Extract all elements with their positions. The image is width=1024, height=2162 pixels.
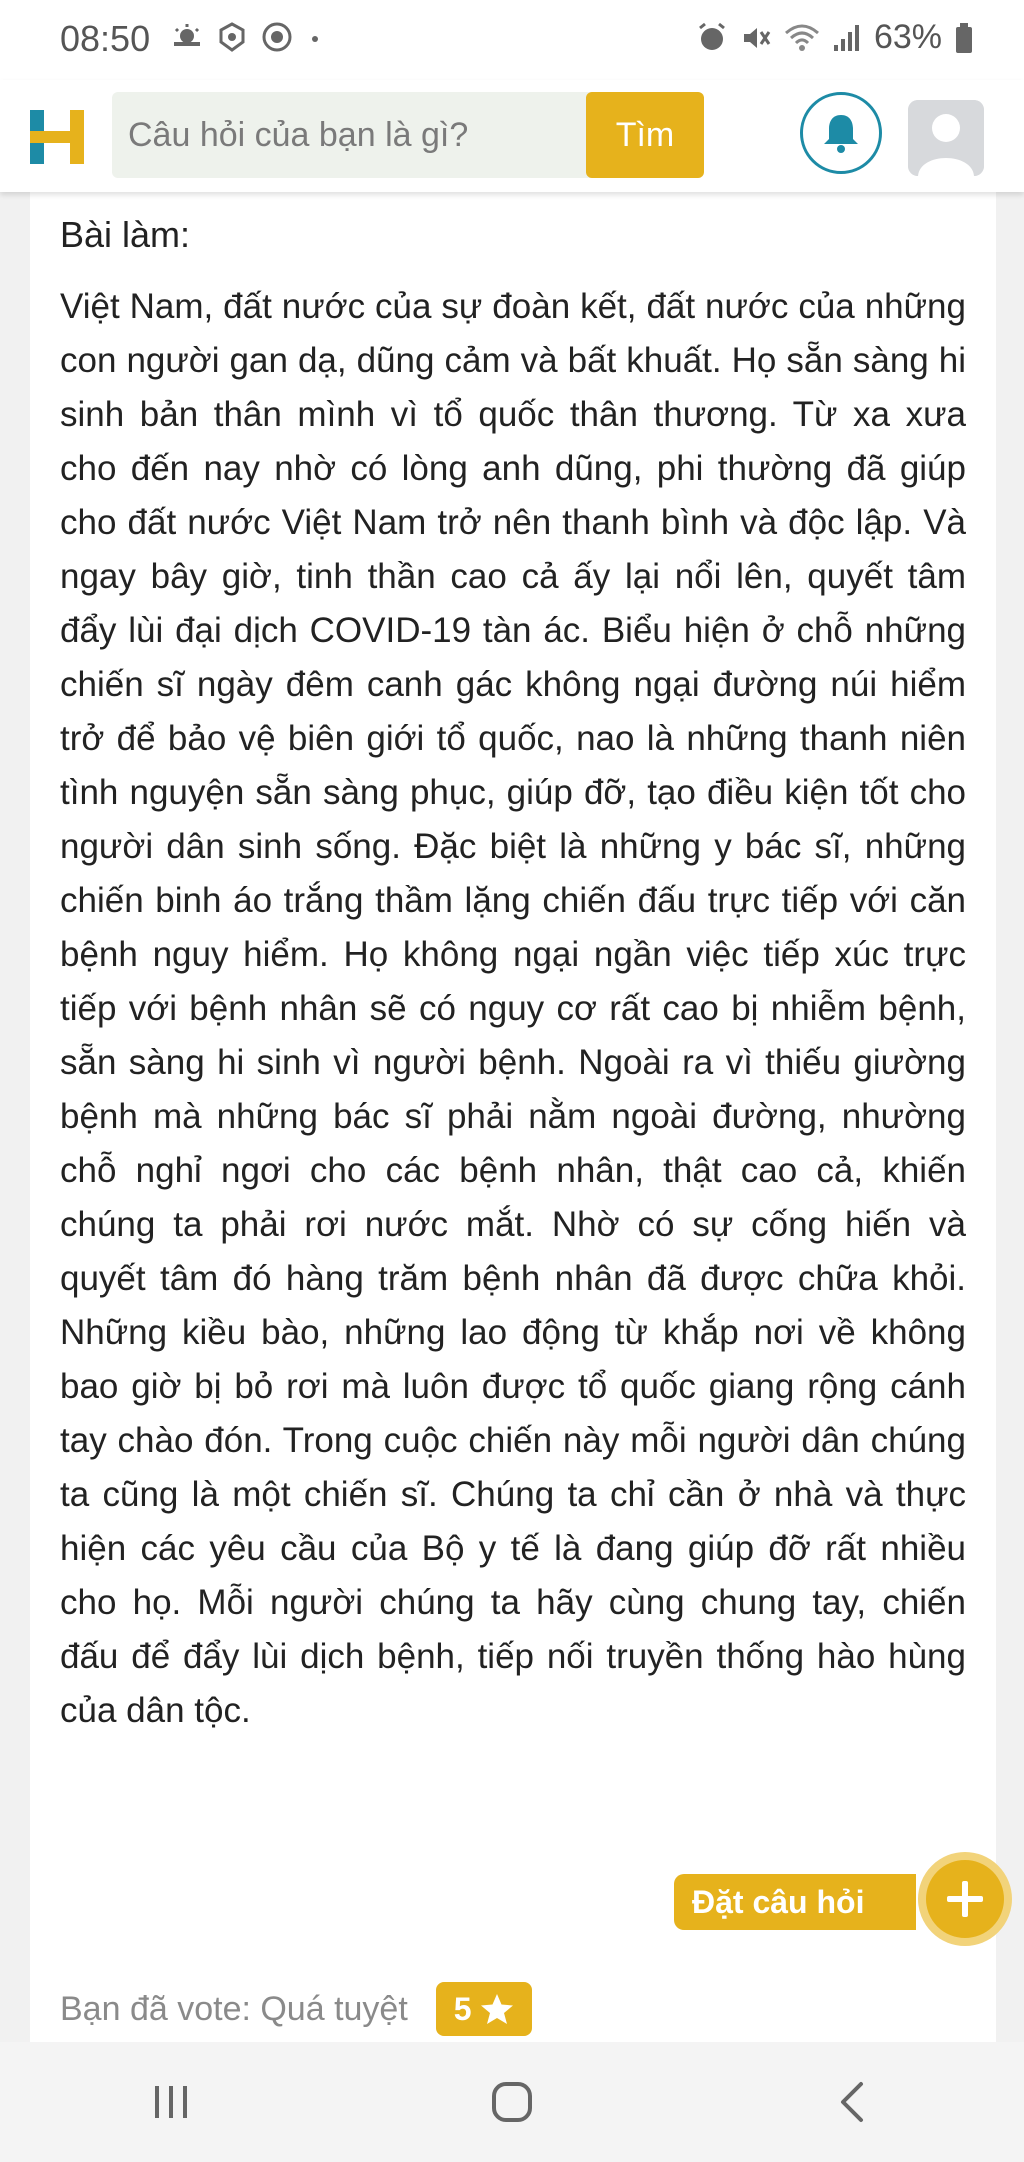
recent-apps-icon bbox=[149, 2082, 193, 2122]
star-icon bbox=[480, 1993, 514, 2025]
answer-card bbox=[30, 192, 996, 2042]
status-right bbox=[696, 18, 974, 57]
vote-score-badge[interactable] bbox=[436, 1982, 532, 2036]
back-icon bbox=[833, 2079, 873, 2125]
recent-apps-button[interactable] bbox=[111, 2057, 231, 2147]
status-time: 08:50 bbox=[60, 18, 151, 59]
home-button[interactable] bbox=[452, 2057, 572, 2147]
record-icon bbox=[260, 22, 294, 52]
shield-icon bbox=[218, 22, 246, 52]
status-bar bbox=[0, 0, 1024, 80]
plus-icon bbox=[943, 1877, 987, 1921]
ask-question-label[interactable]: Đặt câu hỏi bbox=[674, 1874, 916, 1930]
system-nav-bar bbox=[0, 2042, 1024, 2162]
ask-question-button[interactable] bbox=[918, 1852, 1012, 1946]
vote-score: 5 bbox=[453, 1990, 472, 2027]
answer-label: Bài làm: bbox=[60, 214, 191, 255]
bell-icon bbox=[821, 111, 861, 155]
status-left-icons bbox=[170, 22, 322, 52]
search-input[interactable] bbox=[112, 92, 592, 178]
search-button[interactable]: Tìm bbox=[586, 92, 704, 178]
user-avatar-icon bbox=[908, 100, 984, 176]
mute-icon bbox=[740, 22, 772, 54]
notification-button[interactable] bbox=[800, 92, 882, 174]
alarm-icon bbox=[696, 22, 728, 54]
hoc247-logo-icon[interactable] bbox=[26, 106, 88, 168]
vote-row bbox=[60, 1982, 532, 2036]
wifi-icon bbox=[784, 23, 820, 53]
battery-icon bbox=[954, 22, 974, 54]
signal-icon bbox=[832, 23, 862, 53]
avatar[interactable] bbox=[908, 100, 984, 176]
answer-body: Việt Nam, đất nước của sự đoàn kết, đất nước của những con người gan dạ, dũng cảm và bất khuất. Họ sẵn sàng hi sinh bản thân mình vì tổ quốc thân thương. Từ xa xưa cho đến nay nhờ có lòng anh dũng, phi thường đã giúp cho đất nước Việt Nam trở nên thanh bình và độc lập. Và ngay bây giờ, tinh thần cao cả ấy lại nổi lên, quyết tâm đẩy lùi đại dịch COVID-19 tàn ác. Biểu hiện ở chỗ những chiến sĩ ngày đêm canh gác không ngại đường núi hiểm trở để bảo vệ biên giới tổ quốc, nao là những thanh niên tình nguyện sẵn sàng phục, giúp đỡ, tạo điều kiện tốt cho người dân sinh sống. Đặc biệt là những y bác sĩ, những chiến binh áo trắng thầm lặng chiến đấu trực tiếp với căn bệnh nguy hiểm. Họ không ngại ngần việc tiếp xúc trực tiếp với bệnh nhân sẽ có nguy cơ rất cao bị nhiễm bệnh, sẵn sàng hi sinh vì người bệnh. Ngoài ra vì thiếu giường bệnh mà những bác sĩ phải nằm ngoài đường, nhường chỗ nghỉ ngơi cho các bệnh nhân, thật cao cả, khiến chúng ta phải rơi nước mắt. Nhờ có sự cống hiến và quyết tâm đó hàng trăm bệnh nhân đã được chữa khỏi. Những kiều bào, những lao động từ khắp nơi về không bao giờ bị bỏ rơi mà luôn được tổ quốc giang rộng cánh tay chào đón. Trong cuộc chiến này mỗi người dân chúng ta cũng là một chiến sĩ. Chúng ta chỉ cần ở nhà và thực hiện các yêu cầu của Bộ y tế là đang giúp đỡ rất nhiều cho họ. Mỗi người chúng ta hãy cùng chung tay, chiến đấu để đẩy lùi dịch bệnh, tiếp nối truyền thống hào hùng của dân tộc. bbox=[60, 287, 966, 1730]
dot-icon bbox=[308, 22, 322, 52]
vote-text: Bạn đã vote: Quá tuyệt bbox=[60, 1989, 408, 2028]
battery-percent: 63% bbox=[873, 18, 942, 56]
back-button[interactable] bbox=[793, 2057, 913, 2147]
app-header bbox=[0, 80, 1024, 192]
home-icon bbox=[489, 2079, 535, 2125]
weather-icon bbox=[170, 22, 204, 52]
